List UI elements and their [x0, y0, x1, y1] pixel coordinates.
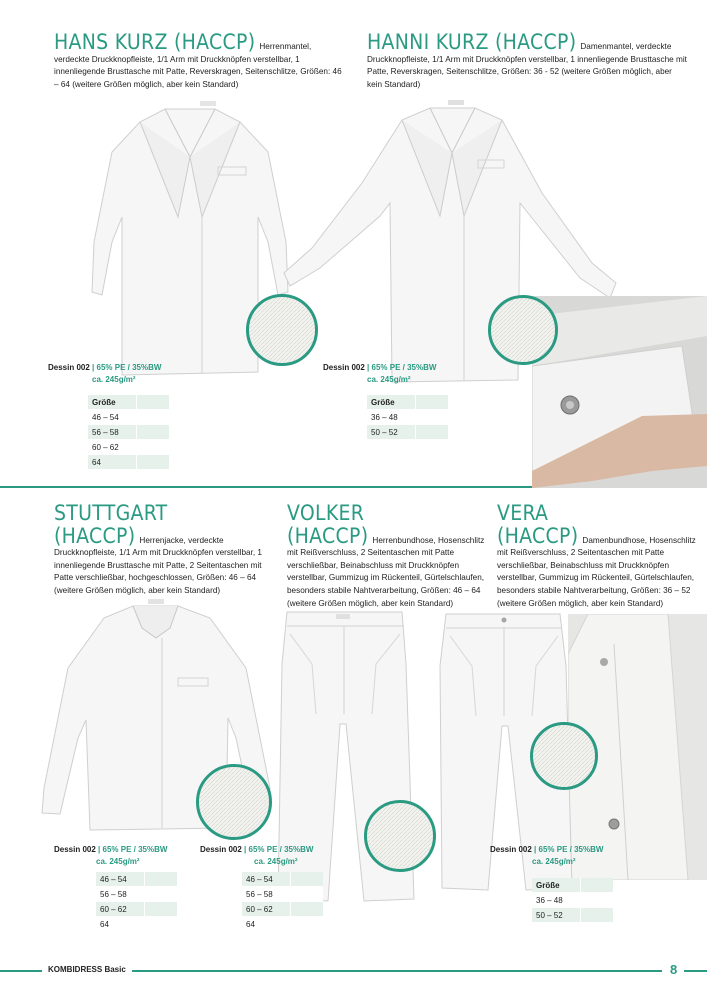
stuttgart-material: | 65% PE / 35%BW [98, 845, 168, 854]
vera-weight: ca. 245g/m² [532, 857, 576, 866]
stuttgart-title-block [54, 502, 282, 598]
hans-description: Herrenmantel, verdeckte Druckknopfleiste, 1/1 Arm mit Druckknöpfen verstellbar, 1 innenliegende Brusttasche mit Patte, Reverskragen, Seitenschlitze, Größen: 46 – 64 (weitere Größen möglich, aber kein Standard) [54, 42, 342, 89]
hanni-fabric-swatch [488, 295, 558, 365]
size-cell: 60 – 62 [242, 902, 291, 917]
hanni-size-table [367, 395, 448, 440]
volker-weight: ca. 245g/m² [254, 857, 298, 866]
size-cell: 64 [88, 455, 137, 470]
hanni-dessin-line [323, 363, 437, 384]
size-cell: 36 – 48 [367, 410, 416, 425]
size-cell: 46 – 54 [96, 872, 145, 887]
size-cell: 64 [96, 917, 145, 932]
hans-size-table [88, 395, 169, 470]
hanni-product-name: HANNI KURZ (HACCP) [367, 30, 577, 54]
hanni-dessin: Dessin 002 [323, 363, 365, 372]
size-header: Größe [88, 395, 137, 410]
size-cell: 50 – 52 [532, 908, 581, 923]
hanni-description: Damenmantel, verdeckte Druckknopfleiste, 1/1 Arm mit Druckknöpfen verstellbar, 1 innenliegende Brusttasche mit Patte, Reverskragen, Seitenschlitze, Größen: 36 - 52 (weitere Größen möglich, aber kein Standard) [367, 42, 687, 89]
vera-description: Damenbundhose, Hosenschlitz mit Reißverschluss, 2 Seitentaschen mit Patte verschließbar, Beinabschluss mit Druckknöpfen verstellbar, Gummizug im Rückenteil, Gürtelschlaufen, besonders stabile Nahtverarbeitung, Größen: 36 – 52 (weitere Größen möglich, aber kein Standard) [497, 535, 696, 608]
volker-material: | 65% PE / 35%BW [244, 845, 314, 854]
volker-dessin-line [200, 845, 314, 866]
volker-dessin: Dessin 002 [200, 845, 242, 854]
stuttgart-size-table [96, 872, 177, 932]
vera-dessin-line [490, 845, 604, 866]
hans-title-block [54, 31, 344, 91]
footer-rule [132, 970, 662, 972]
size-cell: 46 – 54 [88, 410, 137, 425]
size-header: Größe [532, 878, 581, 893]
size-cell: 64 [242, 917, 291, 932]
footer-rule-right [684, 970, 707, 972]
stuttgart-dessin: Dessin 002 [54, 845, 96, 854]
vera-product-name: VERA (HACCP) [497, 501, 579, 548]
volker-fabric-swatch [364, 800, 436, 872]
stuttgart-description: Herrenjacke, verdeckte Druckknopfleiste, 1/1 Arm mit Druckknöpfen verstellbar, 1 innenliegende Brusttasche mit Patte, 2 Seitentaschen mit Patte verschließbar, hochgeschlossen, Größen: 46 – 64 (weitere Größen möglich, aber kein Standard) [54, 535, 262, 595]
stuttgart-fabric-swatch [196, 764, 272, 840]
vera-fabric-swatch [530, 722, 598, 790]
vera-title-block [497, 502, 697, 610]
size-cell: 36 – 48 [532, 893, 581, 908]
vera-size-table [532, 878, 613, 923]
hans-weight: ca. 245g/m² [92, 375, 136, 384]
volker-title-block [287, 502, 497, 610]
hanni-weight: ca. 245g/m² [367, 375, 411, 384]
volker-product-name: VOLKER (HACCP) [287, 501, 369, 548]
size-cell: 56 – 58 [242, 887, 291, 902]
hans-product-name: HANS KURZ (HACCP) [54, 30, 256, 54]
size-cell: 56 – 58 [88, 425, 137, 440]
volker-size-table [242, 872, 323, 932]
vera-dessin: Dessin 002 [490, 845, 532, 854]
footer-rule-left [0, 970, 42, 972]
size-cell: 46 – 54 [242, 872, 291, 887]
size-cell: 60 – 62 [88, 440, 137, 455]
stuttgart-dessin-line [54, 845, 168, 866]
hanni-title-block [367, 31, 687, 91]
size-cell: 56 – 58 [96, 887, 145, 902]
volker-description: Herrenbundhose, Hosenschlitz mit Reißverschluss, 2 Seitentaschen mit Patte verschließbar, Beinabschluss mit Druckknöpfen verstellbar, Gummizug im Rückenteil, Gürtelschlaufen, besonders stabile Nahtverarbeitung, Größen: 46 – 64 (weitere Größen möglich, aber kein Standard) [287, 535, 485, 608]
size-cell: 50 – 52 [367, 425, 416, 440]
vera-material: | 65% PE / 35%BW [534, 845, 604, 854]
page-number: 8 [670, 962, 678, 977]
footer-brand: KOMBIDRESS Basic [48, 965, 126, 974]
hanni-material: | 65% PE / 35%BW [367, 363, 437, 372]
hanni-cuff-detail-photo [532, 296, 707, 488]
hans-dessin: Dessin 002 [48, 363, 90, 372]
hans-material: | 65% PE / 35%BW [92, 363, 162, 372]
hans-dessin-line [48, 363, 162, 384]
stuttgart-weight: ca. 245g/m² [96, 857, 140, 866]
size-header: Größe [367, 395, 416, 410]
stuttgart-product-name: STUTTGART (HACCP) [54, 501, 168, 548]
size-cell: 60 – 62 [96, 902, 145, 917]
